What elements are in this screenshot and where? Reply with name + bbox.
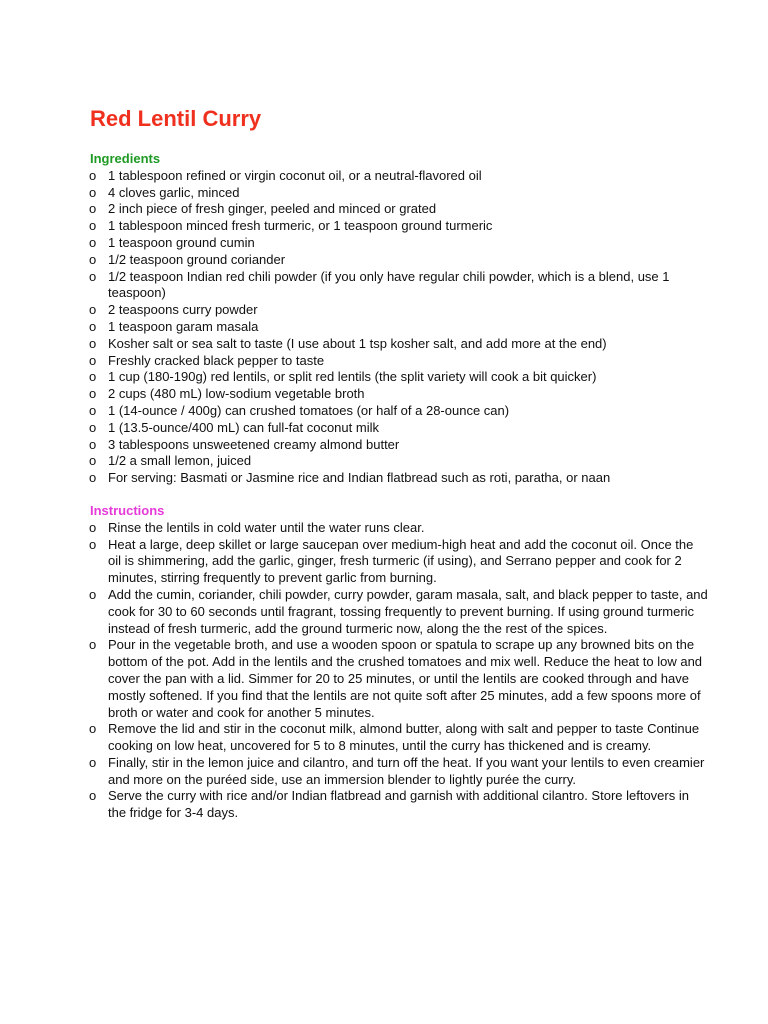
bullet-icon: o xyxy=(89,386,97,402)
bullet-icon: o xyxy=(89,754,97,770)
bullet-icon: o xyxy=(89,369,97,385)
instruction-step xyxy=(90,755,708,789)
ingredient-item xyxy=(90,369,708,386)
ingredient-item-text: 1/2 a small lemon, juiced xyxy=(108,453,252,469)
instruction-step-text: Finally, stir in the lemon juice and cilantro, and turn off the heat. If you want your lentils to even creamier and more on the puréed side, use an immersion blender to lightly purée the curry. xyxy=(108,754,705,787)
ingredient-item xyxy=(90,336,708,353)
bullet-icon: o xyxy=(89,402,97,418)
bullet-icon: o xyxy=(89,586,97,602)
section-spacer xyxy=(90,487,708,503)
ingredient-item-text: 1 (14-ounce / 400g) can crushed tomatoes (or half of a 28-ounce can) xyxy=(108,402,510,418)
bullet-icon: o xyxy=(89,201,97,217)
bullet-icon: o xyxy=(89,268,97,284)
bullet-icon: o xyxy=(89,167,97,183)
ingredient-item-text: 2 cups (480 mL) low-sodium vegetable broth xyxy=(108,386,365,402)
bullet-icon: o xyxy=(89,251,97,267)
ingredient-item xyxy=(90,235,708,252)
ingredient-item-text: For serving: Basmati or Jasmine rice and Indian flatbread such as roti, paratha, or naan xyxy=(108,470,611,486)
ingredient-item-text: Kosher salt or sea salt to taste (I use about 1 tsp kosher salt, and add more at the end) xyxy=(108,335,607,351)
instruction-step-text: Serve the curry with rice and/or Indian flatbread and garnish with additional cilantro. Store leftovers in the fridge for 3-4 days. xyxy=(108,788,689,821)
ingredient-item xyxy=(90,353,708,370)
instruction-step xyxy=(90,520,708,537)
ingredient-item-text: 1/2 teaspoon ground coriander xyxy=(108,251,286,267)
instruction-step xyxy=(90,788,708,822)
instructions-heading: Instructions xyxy=(90,502,165,518)
instructions-list xyxy=(90,520,708,822)
ingredient-item xyxy=(90,168,708,185)
bullet-icon: o xyxy=(89,470,97,486)
bullet-icon: o xyxy=(89,721,97,737)
bullet-icon: o xyxy=(89,184,97,200)
instruction-step-text: Rinse the lentils in cold water until the water runs clear. xyxy=(108,519,425,535)
ingredient-item xyxy=(90,437,708,454)
bullet-icon: o xyxy=(89,453,97,469)
ingredient-item-text: Freshly cracked black pepper to taste xyxy=(108,352,325,368)
bullet-icon: o xyxy=(89,302,97,318)
ingredient-item-text: 4 cloves garlic, minced xyxy=(108,184,240,200)
instruction-step-text: Remove the lid and stir in the coconut milk, almond butter, along with salt and pepper to taste Continue cooking on low heat, uncovered for 5 to 8 minutes, until the curry has thickened and is creamy. xyxy=(108,721,700,754)
instruction-step xyxy=(90,587,708,637)
bullet-icon: o xyxy=(89,519,97,535)
ingredient-item xyxy=(90,386,708,403)
ingredient-item-text: 1 tablespoon minced fresh turmeric, or 1 teaspoon ground turmeric xyxy=(108,218,493,234)
ingredient-item-text: 3 tablespoons unsweetened creamy almond butter xyxy=(108,436,400,452)
ingredient-item xyxy=(90,319,708,336)
instruction-step xyxy=(90,537,708,587)
ingredient-item xyxy=(90,302,708,319)
ingredient-item-text: 2 teaspoons curry powder xyxy=(108,302,258,318)
ingredient-item-text: 1 cup (180-190g) red lentils, or split red lentils (the split variety will cook a bit quicker) xyxy=(108,369,597,385)
ingredients-heading: Ingredients xyxy=(90,151,161,166)
ingredient-item xyxy=(90,420,708,437)
bullet-icon: o xyxy=(89,218,97,234)
ingredient-item xyxy=(90,201,708,218)
bullet-icon: o xyxy=(89,335,97,351)
ingredient-item-text: 1 (13.5-ounce/400 mL) can full-fat coconut milk xyxy=(108,419,379,435)
instruction-step-text: Heat a large, deep skillet or large saucepan over medium-high heat and add the coconut oil. Once the oil is shimmering, add the garlic, ginger, fresh turmeric (if using), and Serrano pepper and cook for 2 minutes, stirring frequently to prevent garlic from burning. xyxy=(108,536,694,586)
ingredient-item-text: 1 tablespoon refined or virgin coconut oil, or a neutral-flavored oil xyxy=(108,167,482,183)
ingredient-item-text: 1 teaspoon garam masala xyxy=(108,318,259,334)
ingredient-item xyxy=(90,252,708,269)
ingredient-item-text: 1/2 teaspoon Indian red chili powder (if you only have regular chili powder, which is a blend, use 1 teaspoon) xyxy=(108,268,670,301)
bullet-icon: o xyxy=(89,436,97,452)
instruction-step-text: Add the cumin, coriander, chili powder, curry powder, garam masala, salt, and black pepper to taste, and cook for 30 to 60 seconds until fragrant, tossing frequently to prevent burning. If using ground turmeric instead of fresh turmeric, add the ground turmeric now, along the the rest of the spices. xyxy=(108,586,708,636)
ingredient-item xyxy=(90,403,708,420)
bullet-icon: o xyxy=(89,788,97,804)
ingredient-item-text: 1 teaspoon ground cumin xyxy=(108,234,255,250)
instruction-step xyxy=(90,637,708,721)
ingredient-item xyxy=(90,269,708,303)
bullet-icon: o xyxy=(89,234,97,250)
ingredient-item xyxy=(90,185,708,202)
bullet-icon: o xyxy=(89,318,97,334)
ingredients-list xyxy=(90,168,708,487)
bullet-icon: o xyxy=(89,637,97,653)
ingredient-item xyxy=(90,218,708,235)
bullet-icon: o xyxy=(89,352,97,368)
ingredient-item xyxy=(90,453,708,470)
bullet-icon: o xyxy=(89,419,97,435)
instruction-step xyxy=(90,721,708,755)
bullet-icon: o xyxy=(89,536,97,552)
page-title: Red Lentil Curry xyxy=(90,106,262,131)
instruction-step-text: Pour in the vegetable broth, and use a wooden spoon or spatula to scrape up any browned bits on the bottom of the pot. Add in the lentils and the crushed tomatoes and mix well. Reduce the heat to low and cover the pan with a lid. Simmer for 20 to 25 minutes, or until the lentils are cooked through and have mostly softened. If you find that the lentils are not quite soft after 25 minutes, add a few spoons more of broth or water and cook for another 5 minutes. xyxy=(108,637,703,720)
ingredient-item-text: 2 inch piece of fresh ginger, peeled and minced or grated xyxy=(108,201,437,217)
ingredient-item xyxy=(90,470,708,487)
